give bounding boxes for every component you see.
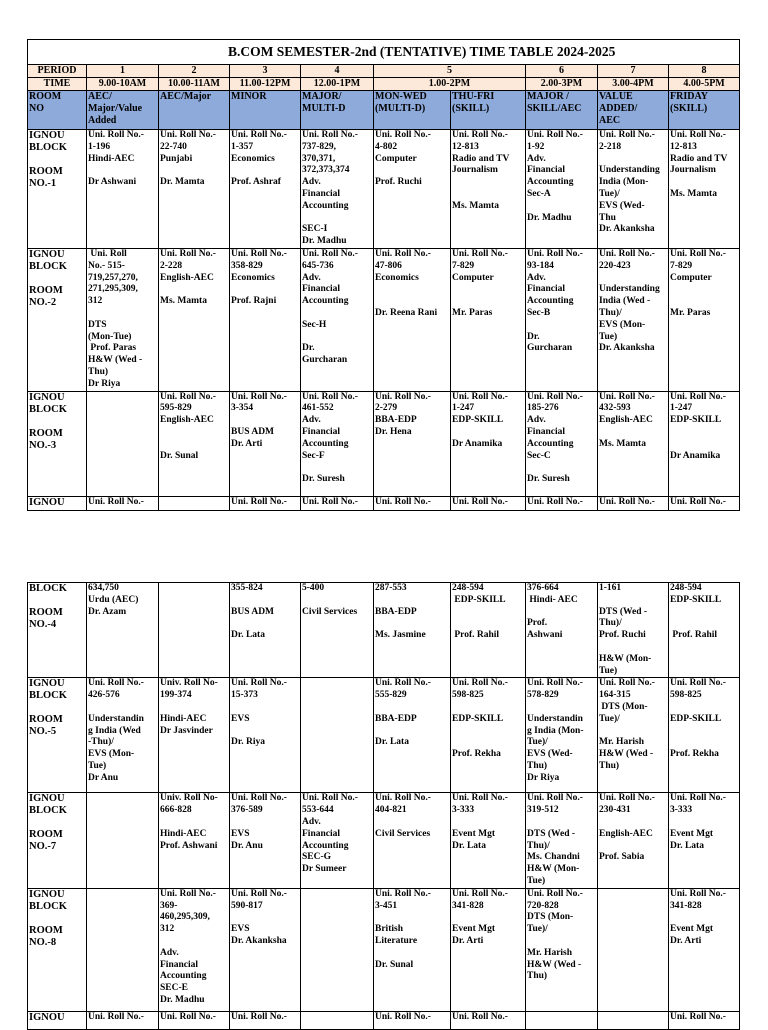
timetable-cell: Uni. Roll No.- 220-423 Understanding India (Wed - Thu)/ EVS (Mon- Tue) Dr. Akanksha	[598, 248, 669, 391]
timetable-cell: 376-664 Hindi- AEC Prof. Ashwani	[526, 583, 598, 678]
room-label: IGNOU BLOCK ROOM NO.-8	[28, 888, 87, 1011]
timetable-cell	[159, 583, 230, 678]
timetable-cell: Uni. Roll No.- 341-828 Event Mgt Dr. Arti	[669, 888, 740, 1011]
timetable-cell: Uni. Roll No.- 598-825 EDP-SKILL Prof. Rekha	[669, 678, 740, 793]
column-header: MAJOR/ MULTI-D	[301, 91, 374, 130]
timetable-cell: Uni. Roll No.- 645-736 Adv. Financial Accounting Sec-H Dr. Gurcharan	[301, 248, 374, 391]
column-header-row	[28, 91, 740, 130]
timetable-cell: 355-824 BUS ADM Dr. Lata	[230, 583, 301, 678]
time-slot: 2.00-3PM	[526, 78, 598, 91]
period-number: 8	[669, 65, 740, 78]
period-number: 2	[159, 65, 230, 78]
time-slot: 12.00-1PM	[301, 78, 374, 91]
timetable-cell: Uni. Roll No.- 376-589 EVS Dr. Anu	[230, 793, 301, 888]
timetable-cell	[598, 888, 669, 1011]
timetable-cell	[598, 1011, 669, 1029]
timetable-cell: Uni. Roll No.- 15-373 EVS Dr. Riya	[230, 678, 301, 793]
timetable-cell: Uni. Roll No.- 12-813 Radio and TV Journalism Ms. Mamta	[669, 130, 740, 249]
timetable-cell: Uni. Roll No.- 426-576 Understandin g India (Wed -Thu)/ EVS (Mon- Tue) Dr Anu	[87, 678, 159, 793]
timetable-cell	[301, 678, 374, 793]
timetable-cell: Uni. Roll No.- 3-451 British Literature Dr. Sunal	[374, 888, 451, 1011]
room-label: IGNOU	[28, 496, 87, 510]
timetable-cell: Uni. Roll No.-	[598, 496, 669, 510]
timetable-cell: Uni. Roll No.- 22-740 Punjabi Dr. Mamta	[159, 130, 230, 249]
timetable-page-2	[27, 582, 740, 1030]
timetable-cell: Uni. Roll No.- 12-813 Radio and TV Journalism Ms. Mamta	[451, 130, 526, 249]
timetable-cell: Uni. Roll No.- 555-829 BBA-EDP Dr. Lata	[374, 678, 451, 793]
timetable-cell: Uni. Roll No.- 1-92 Adv. Financial Accounting Sec-A Dr. Madhu	[526, 130, 598, 249]
timetable-cell: Uni. Roll No.- 185-276 Adv. Financial Accounting Sec-C Dr. Suresh	[526, 391, 598, 496]
timetable-cell	[301, 888, 374, 1011]
timetable-cell: 287-553 BBA-EDP Ms. Jasmine	[374, 583, 451, 678]
timetable-cell: Uni. Roll No.- 47-806 Economics Dr. Reena Rani	[374, 248, 451, 391]
page-title: B.COM SEMESTER-2nd (TENTATIVE) TIME TABLE 2024-2025	[28, 40, 740, 65]
period-number: 1	[87, 65, 159, 78]
timetable-cell	[87, 793, 159, 888]
period-row	[28, 65, 740, 78]
column-header: FRIDAY (SKILL)	[669, 91, 740, 130]
timetable-cell: Uni. Roll No.-	[451, 1011, 526, 1029]
timetable-cell: 5-400 Civil Services	[301, 583, 374, 678]
timetable-cell: Uni. Roll No.- 1-357 Economics Prof. Ashraf	[230, 130, 301, 249]
room-label: IGNOU	[28, 1011, 87, 1029]
time-slot: 10.00-11AM	[159, 78, 230, 91]
room-row	[28, 888, 740, 1011]
room-row	[28, 248, 740, 391]
period-number: 6	[526, 65, 598, 78]
timetable-cell: Uni. Roll No.- 319-512 DTS (Wed - Thu)/ Ms. Chandni H&W (Mon- Tue)	[526, 793, 598, 888]
timetable-cell: Uni. Roll No.- 2-218 Understanding India (Mon- Tue)/ EVS (Wed- Thu Dr. Akanksha	[598, 130, 669, 249]
timetable-cell: Uni. Roll No.- 595-829 English-AEC Dr. Sunal	[159, 391, 230, 496]
timetable-cell: Uni. Roll No.- 164-315 DTS (Mon- Tue)/ Mr. Harish H&W (Wed - Thu)	[598, 678, 669, 793]
time-label: TIME	[28, 78, 87, 91]
room-row	[28, 130, 740, 249]
timetable-cell: Uni. Roll No.- 7-829 Computer Mr. Paras	[451, 248, 526, 391]
timetable-cell: Uni. Roll No.- 7-829 Computer Mr. Paras	[669, 248, 740, 391]
room-row	[28, 583, 740, 678]
column-header: THU-FRI (SKILL)	[451, 91, 526, 130]
timetable-cell: Uni. Roll No.- 3-333 Event Mgt Dr. Lata	[451, 793, 526, 888]
timetable-cell: Uni. Roll No.-	[301, 496, 374, 510]
timetable-cell: Uni. Roll No.-	[230, 496, 301, 510]
timetable-cell: Uni. Roll No.-	[87, 1011, 159, 1029]
timetable-cell: Uni. Roll No.- 2-279 BBA-EDP Dr. Hena	[374, 391, 451, 496]
timetable-cell: 634,750 Urdu (AEC) Dr. Azam	[87, 583, 159, 678]
timetable-cell	[526, 1011, 598, 1029]
timetable-cell: Uni. Roll No.- 590-817 EVS Dr. Akanksha	[230, 888, 301, 1011]
period-label: PERIOD	[28, 65, 87, 78]
time-slot: 9.00-10AM	[87, 78, 159, 91]
room-label: BLOCK ROOM NO.-4	[28, 583, 87, 678]
timetable-cell: Uni. Roll No.-	[669, 496, 740, 510]
timetable-cell	[159, 496, 230, 510]
timetable-cell: Uni. Roll No.-	[87, 496, 159, 510]
period-number: 3	[230, 65, 301, 78]
time-slot: 11.00-12PM	[230, 78, 301, 91]
room-label: IGNOU BLOCK ROOM NO.-1	[28, 130, 87, 249]
timetable-cell: 1-161 DTS (Wed - Thu)/ Prof. Ruchi H&W (Mon- Tue)	[598, 583, 669, 678]
timetable-cell: Uni. Roll No.- 432-593 English-AEC Ms. Mamta	[598, 391, 669, 496]
timetable-cell: Uni. Roll No.- 515- 719,257,270, 271,295,309, 312 DTS (Mon-Tue) Prof. Paras H&W (Wed - Thu) Dr Riya	[87, 248, 159, 391]
time-slot: 4.00-5PM	[669, 78, 740, 91]
timetable-cell: Uni. Roll No.- 358-829 Economics Prof. Rajni	[230, 248, 301, 391]
timetable-cell: Uni. Roll No.-	[526, 496, 598, 510]
timetable-cell: Univ. Roll No- 199-374 Hindi-AEC Dr Jasvinder	[159, 678, 230, 793]
room-label: IGNOU BLOCK ROOM NO.-7	[28, 793, 87, 888]
column-header: MON-WED (MULTI-D)	[374, 91, 451, 130]
time-row	[28, 78, 740, 91]
timetable-cell: Univ. Roll No- 666-828 Hindi-AEC Prof. Ashwani	[159, 793, 230, 888]
timetable-cell: Uni. Roll No.- 598-825 EDP-SKILL Prof. Rekha	[451, 678, 526, 793]
time-slot: 3.00-4PM	[598, 78, 669, 91]
timetable-cell	[301, 1011, 374, 1029]
timetable-cell: Uni. Roll No.- 737-829, 370,371, 372,373,374 Adv. Financial Accounting SEC-I Dr. Madhu	[301, 130, 374, 249]
timetable-cell: Uni. Roll No.- 1-196 Hindi-AEC Dr Ashwani	[87, 130, 159, 249]
column-header: AEC/Major	[159, 91, 230, 130]
timetable-page-1	[27, 39, 740, 511]
timetable-cell: Uni. Roll No.- 230-431 English-AEC Prof. Sabia	[598, 793, 669, 888]
timetable-cell: Uni. Roll No.-	[159, 1011, 230, 1029]
timetable-cell: Uni. Roll No.-	[669, 1011, 740, 1029]
timetable-cell: Uni. Roll No.- 1-247 EDP-SKILL Dr Anamika	[451, 391, 526, 496]
timetable-cell: Uni. Roll No.- 578-829 Understandin g India (Mon- Tue)/ EVS (Wed- Thu) Dr Riya	[526, 678, 598, 793]
timetable-cell: Uni. Roll No.- 3-333 Event Mgt Dr. Lata	[669, 793, 740, 888]
timetable-cell: Uni. Roll No.- 341-828 Event Mgt Dr. Arti	[451, 888, 526, 1011]
timetable-cell: 248-594 EDP-SKILL Prof. Rahil	[451, 583, 526, 678]
period-number: 4	[301, 65, 374, 78]
timetable-cell: Uni. Roll No.- 4-802 Computer Prof. Ruchi	[374, 130, 451, 249]
timetable-cell: Uni. Roll No.- 720-828 DTS (Mon- Tue)/ Mr. Harish H&W (Wed - Thu)	[526, 888, 598, 1011]
timetable-cell: Uni. Roll No.-	[451, 496, 526, 510]
room-label: IGNOU BLOCK ROOM NO.-3	[28, 391, 87, 496]
column-header: AEC/ Major/Value Added	[87, 91, 159, 130]
timetable-cell	[87, 391, 159, 496]
period-number: 5	[374, 65, 526, 78]
timetable-cell: Uni. Roll No.- 553-644 Adv. Financial Accounting SEC-G Dr Sumeer	[301, 793, 374, 888]
timetable-cell: Uni. Roll No.-	[230, 1011, 301, 1029]
room-label: IGNOU BLOCK ROOM NO.-5	[28, 678, 87, 793]
timetable-cell: Uni. Roll No.- 2-228 English-AEC Ms. Mamta	[159, 248, 230, 391]
column-header: VALUE ADDED/ AEC	[598, 91, 669, 130]
room-row	[28, 496, 740, 510]
room-row	[28, 678, 740, 793]
period-number: 7	[598, 65, 669, 78]
room-row	[28, 1011, 740, 1029]
timetable-cell: Uni. Roll No.- 404-821 Civil Services	[374, 793, 451, 888]
timetable-cell: Uni. Roll No.- 369- 460,295,309, 312 Adv. Financial Accounting SEC-E Dr. Madhu	[159, 888, 230, 1011]
timetable-cell	[87, 888, 159, 1011]
timetable-cell: 248-594 EDP-SKILL Prof. Rahil	[669, 583, 740, 678]
timetable-cell: Uni. Roll No.-	[374, 1011, 451, 1029]
time-slot: 1.00-2PM	[374, 78, 526, 91]
column-header: MAJOR / SKILL/AEC	[526, 91, 598, 130]
column-header: MINOR	[230, 91, 301, 130]
timetable-cell: Uni. Roll No.- 93-184 Adv. Financial Accounting Sec-B Dr. Gurcharan	[526, 248, 598, 391]
room-row	[28, 391, 740, 496]
room-label: IGNOU BLOCK ROOM NO.-2	[28, 248, 87, 391]
timetable-cell: Uni. Roll No.- 461-552 Adv. Financial Accounting Sec-F Dr. Suresh	[301, 391, 374, 496]
timetable-cell: Uni. Roll No.- 3-354 BUS ADM Dr. Arti	[230, 391, 301, 496]
timetable-cell: Uni. Roll No.-	[374, 496, 451, 510]
timetable-cell: Uni. Roll No.- 1-247 EDP-SKILL Dr Anamika	[669, 391, 740, 496]
room-header: ROOM NO	[28, 91, 87, 130]
room-row	[28, 793, 740, 888]
